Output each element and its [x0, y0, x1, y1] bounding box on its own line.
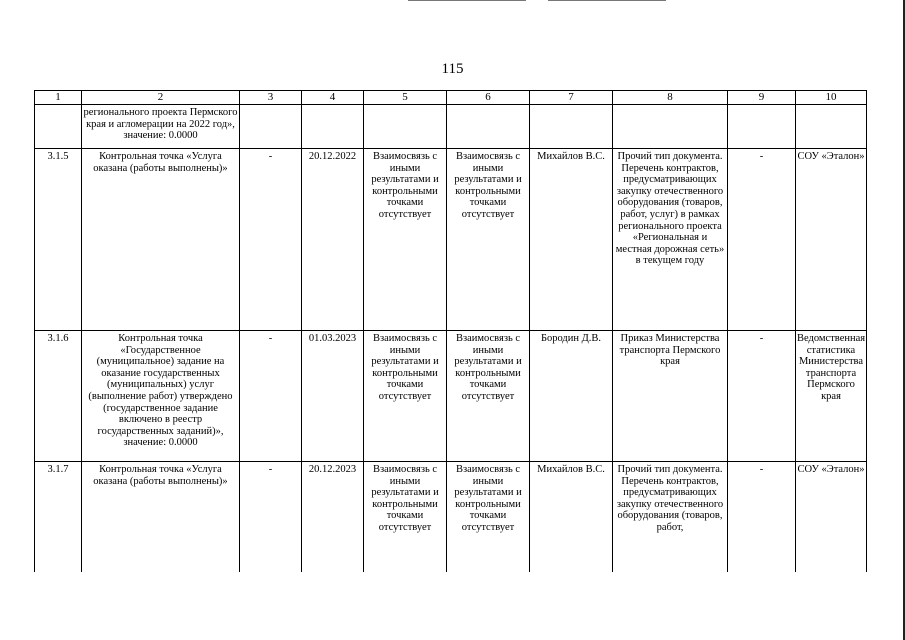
cell-col9: -: [728, 149, 796, 331]
cell-col3: -: [240, 149, 302, 331]
system-cell: Ведомственная статистика Министерства транспорта Пермского края: [796, 331, 867, 462]
row-number: [35, 105, 82, 149]
data-table: [34, 90, 867, 572]
relation-cell: [364, 105, 447, 149]
header-cell: 1: [35, 91, 82, 105]
table-row: [35, 462, 867, 572]
header-cell: 5: [364, 91, 447, 105]
relation-cell: Взаимосвязь с иными результатами и контрольными точками отсутствует: [364, 331, 447, 462]
table-header-row: [35, 91, 867, 105]
responsible-cell: Михайлов В.С.: [530, 462, 613, 572]
relation-cell: Взаимосвязь с иными результатами и контрольными точками отсутствует: [447, 331, 530, 462]
document-cell: Приказ Министерства транспорта Пермского края: [613, 331, 728, 462]
header-cell: 10: [796, 91, 867, 105]
top-rule-left: [408, 0, 526, 1]
top-rule-right: [548, 0, 666, 1]
date-cell: [302, 105, 364, 149]
header-cell: 6: [447, 91, 530, 105]
row-number: 3.1.6: [35, 331, 82, 462]
control-point-name: регионального проекта Пермского края и агломерации на 2022 год», значение: 0.0000: [82, 105, 240, 149]
document-cell: [613, 105, 728, 149]
header-cell: 9: [728, 91, 796, 105]
table-row: [35, 149, 867, 331]
date-cell: 01.03.2023: [302, 331, 364, 462]
control-point-name: Контрольная точка «Услуга оказана (работы выполнены)»: [82, 149, 240, 331]
relation-cell: Взаимосвязь с иными результатами и контрольными точками отсутствует: [364, 462, 447, 572]
date-cell: 20.12.2023: [302, 462, 364, 572]
relation-cell: [447, 105, 530, 149]
header-cell: 7: [530, 91, 613, 105]
responsible-cell: Михайлов В.С.: [530, 149, 613, 331]
relation-cell: Взаимосвязь с иными результатами и контрольными точками отсутствует: [447, 462, 530, 572]
relation-cell: Взаимосвязь с иными результатами и контрольными точками отсутствует: [447, 149, 530, 331]
header-cell: 4: [302, 91, 364, 105]
header-cell: 2: [82, 91, 240, 105]
table-row: [35, 105, 867, 149]
system-cell: [796, 105, 867, 149]
date-cell: 20.12.2022: [302, 149, 364, 331]
row-number: 3.1.7: [35, 462, 82, 572]
system-cell: СОУ «Эталон»: [796, 149, 867, 331]
row-number: 3.1.5: [35, 149, 82, 331]
document-cell: Прочий тип документа. Перечень контрактов, предусматривающих закупку отечественного оборудования (товаров, работ,: [613, 462, 728, 572]
system-cell: СОУ «Эталон»: [796, 462, 867, 572]
document-cell: Прочий тип документа. Перечень контрактов, предусматривающих закупку отечественного оборудования (товаров, работ, услуг) в рамках регионального проекта «Региональная и местная дорожная сеть» в текущем году: [613, 149, 728, 331]
cell-col3: [240, 105, 302, 149]
control-point-name: Контрольная точка «Государственное (муниципальное) задание на оказание государственных (муниципальных) услуг (выполнение работ) утверждено (государственное задание включено в реестр государственных заданий)», значение: 0.0000: [82, 331, 240, 462]
header-cell: 3: [240, 91, 302, 105]
cell-col3: -: [240, 331, 302, 462]
responsible-cell: [530, 105, 613, 149]
cell-col9: [728, 105, 796, 149]
header-cell: 8: [613, 91, 728, 105]
cell-col9: -: [728, 462, 796, 572]
cell-col3: -: [240, 462, 302, 572]
responsible-cell: Бородин Д.В.: [530, 331, 613, 462]
relation-cell: Взаимосвязь с иными результатами и контрольными точками отсутствует: [364, 149, 447, 331]
table-row: [35, 331, 867, 462]
control-point-name: Контрольная точка «Услуга оказана (работы выполнены)»: [82, 462, 240, 572]
page-number: 115: [441, 61, 464, 77]
cell-col9: -: [728, 331, 796, 462]
